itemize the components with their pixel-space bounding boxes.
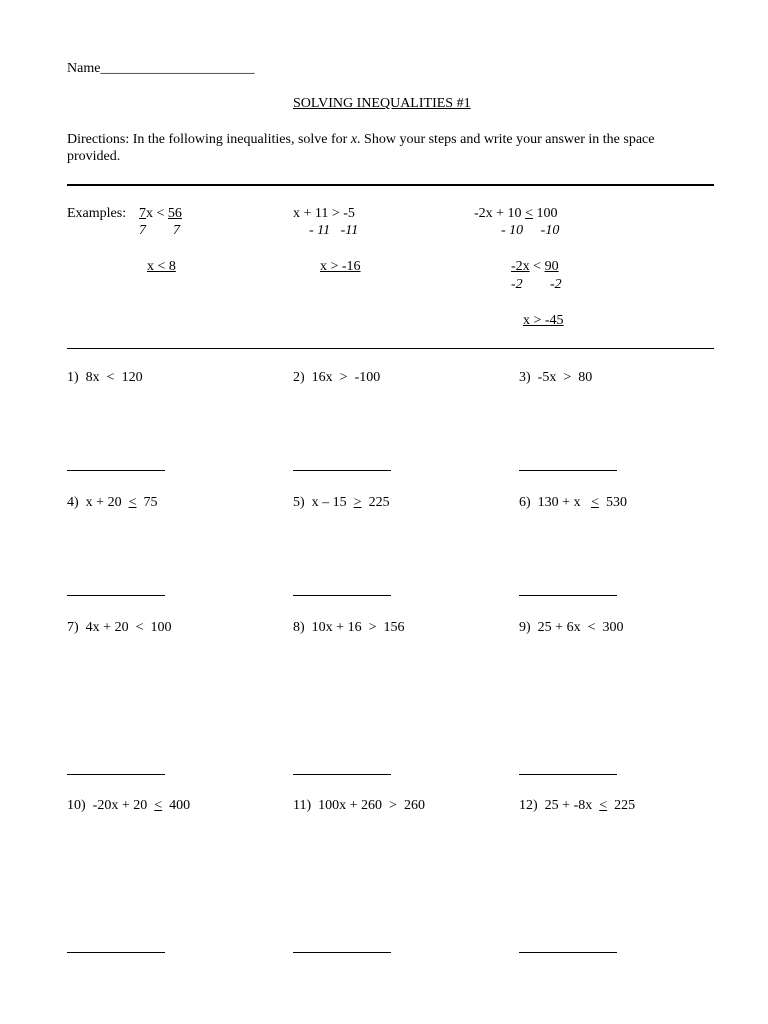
problem-number: 7) bbox=[67, 620, 86, 635]
example-3-answer: x > -45 bbox=[523, 313, 564, 328]
example-3-frac-left: -2x bbox=[511, 259, 530, 274]
name-blank[interactable]: ______________________ bbox=[100, 61, 255, 76]
name-label: Name bbox=[67, 61, 101, 76]
problem-3 bbox=[519, 369, 592, 386]
example-2-line-2: - 11 -11 bbox=[309, 223, 359, 238]
problem-expression: 130 + x bbox=[537, 495, 592, 510]
problem-11 bbox=[293, 797, 425, 814]
divider-top bbox=[67, 184, 714, 186]
problem-number: 8) bbox=[293, 620, 312, 635]
problem-number: 11) bbox=[293, 798, 319, 813]
example-2-answer: x > -16 bbox=[320, 259, 361, 274]
answer-blank-11[interactable] bbox=[293, 952, 391, 953]
example-1-den-left: 7 bbox=[139, 223, 146, 238]
name-line bbox=[67, 60, 254, 77]
answer-blank-10[interactable] bbox=[67, 952, 165, 953]
example-1-line-1 bbox=[139, 205, 182, 222]
problem-expression: 8x < 120 bbox=[85, 370, 143, 385]
problem-expression: 100x + 260 > 260 bbox=[318, 798, 425, 813]
problem-expression: -20x + 20 bbox=[92, 798, 155, 813]
problem-operator: < bbox=[154, 798, 163, 813]
example-1-rhs: 56 bbox=[167, 206, 182, 221]
problem-number: 5) bbox=[293, 495, 312, 510]
problem-operator: < bbox=[128, 495, 137, 510]
problem-expression: 25 + 6x < 300 bbox=[537, 620, 624, 635]
problem-2 bbox=[293, 369, 380, 386]
problem-number: 4) bbox=[67, 495, 86, 510]
problem-number: 9) bbox=[519, 620, 538, 635]
example-3-fraction bbox=[511, 258, 559, 275]
directions-variable: x bbox=[350, 132, 358, 147]
problem-7 bbox=[67, 619, 171, 636]
problem-expression: 10x + 16 > 156 bbox=[311, 620, 405, 635]
problem-9 bbox=[519, 619, 623, 636]
problem-number: 3) bbox=[519, 370, 538, 385]
problem-expression: 25 + -8x bbox=[544, 798, 600, 813]
answer-blank-8[interactable] bbox=[293, 774, 391, 775]
page-title: SOLVING INEQUALITIES #1 bbox=[293, 96, 471, 111]
example-3-den-left: -2 bbox=[511, 277, 523, 292]
divider-examples bbox=[67, 348, 714, 349]
answer-blank-2[interactable] bbox=[293, 470, 391, 471]
example-1-den-right: 7 bbox=[173, 223, 180, 238]
problem-expression: 16x > -100 bbox=[311, 370, 381, 385]
problem-rhs: 400 bbox=[162, 798, 191, 813]
problem-number: 6) bbox=[519, 495, 538, 510]
problem-1 bbox=[67, 369, 143, 386]
example-3-rhs: 100 bbox=[532, 206, 558, 221]
example-3-lhs: -2x + 10 bbox=[474, 206, 526, 221]
examples-label: Examples: bbox=[67, 206, 127, 221]
answer-blank-12[interactable] bbox=[519, 952, 617, 953]
problem-12 bbox=[519, 797, 635, 814]
problem-number: 12) bbox=[519, 798, 545, 813]
example-1-answer: x < 8 bbox=[147, 259, 176, 274]
example-3-op: < bbox=[525, 206, 533, 221]
problem-rhs: 225 bbox=[607, 798, 636, 813]
problem-operator: < bbox=[591, 495, 599, 510]
problem-number: 2) bbox=[293, 370, 312, 385]
example-1-coef: 7 bbox=[139, 206, 146, 221]
example-3-line-2: - 10 -10 bbox=[501, 223, 560, 238]
answer-blank-9[interactable] bbox=[519, 774, 617, 775]
example-3-frac-right: 90 bbox=[544, 259, 559, 274]
directions-line-2: provided. bbox=[67, 149, 121, 164]
problem-5 bbox=[293, 494, 390, 511]
answer-blank-7[interactable] bbox=[67, 774, 165, 775]
problem-10 bbox=[67, 797, 190, 814]
example-1-mid: x < bbox=[146, 206, 168, 221]
problem-operator: < bbox=[599, 798, 608, 813]
problem-8 bbox=[293, 619, 404, 636]
problem-rhs: 530 bbox=[598, 495, 627, 510]
problem-rhs: 75 bbox=[136, 495, 158, 510]
example-3-den-right: -2 bbox=[550, 277, 562, 292]
directions-suffix: . Show your steps and write your answer in the space bbox=[357, 132, 655, 147]
problem-6 bbox=[519, 494, 627, 511]
problem-4 bbox=[67, 494, 157, 511]
problem-expression: x + 20 bbox=[85, 495, 129, 510]
directions-prefix: Directions: In the following inequalities, solve for bbox=[67, 132, 351, 147]
problem-expression: 4x + 20 < 100 bbox=[85, 620, 172, 635]
answer-blank-5[interactable] bbox=[293, 595, 391, 596]
problem-expression: x – 15 bbox=[311, 495, 354, 510]
problem-number: 10) bbox=[67, 798, 93, 813]
problem-operator: > bbox=[353, 495, 362, 510]
problem-expression: -5x > 80 bbox=[537, 370, 593, 385]
example-3-frac-op: < bbox=[529, 259, 545, 274]
answer-blank-1[interactable] bbox=[67, 470, 165, 471]
answer-blank-3[interactable] bbox=[519, 470, 617, 471]
problem-number: 1) bbox=[67, 370, 86, 385]
answer-blank-6[interactable] bbox=[519, 595, 617, 596]
answer-blank-4[interactable] bbox=[67, 595, 165, 596]
directions-line-1 bbox=[67, 131, 654, 148]
problem-rhs: 225 bbox=[361, 495, 390, 510]
example-2-line-1: x + 11 > -5 bbox=[293, 206, 355, 221]
example-3-line-1 bbox=[474, 205, 557, 222]
